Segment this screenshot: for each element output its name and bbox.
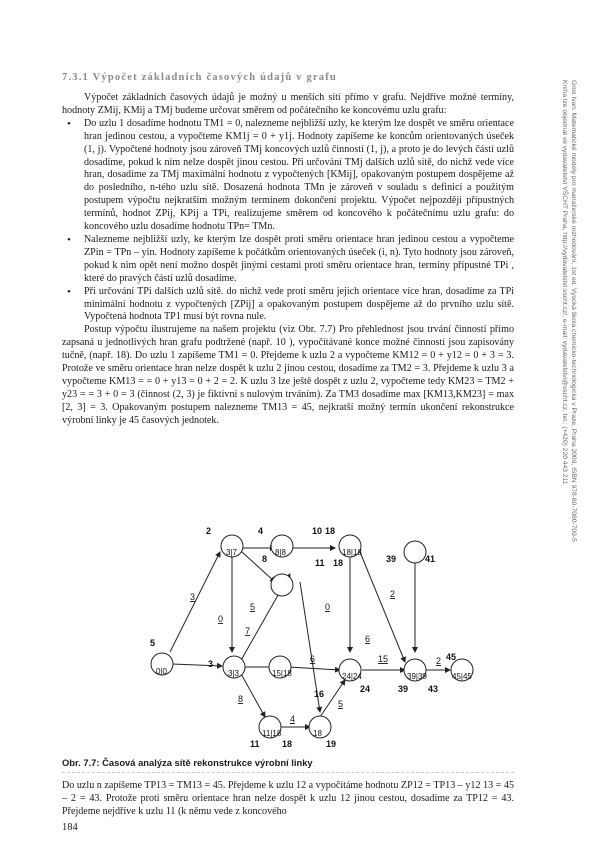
bullet-item-3: • Při určování TPi dalších uzlů sítě. do nichž vede proti směru jejich orientace více hran, dosadíme za TPi minimální hodnotu z vypočtených [ZPij] a opakovaným postupem dospějeme až do prvního uzlu sítě. Vypočtená hodnota TP1 musí být rovna nule. <box>62 286 514 325</box>
node-6-label: 18|18 <box>342 548 362 557</box>
svg-text:2: 2 <box>436 656 442 666</box>
svg-text:4: 4 <box>258 526 264 536</box>
side-note-line-2: Kniha lze objednat ve vydavatelství VŠCHT Praha, http://vydavatelstvi.vscht.cz/, e-mail: vydavatelstvi@vscht.cz, tel.: (+420) 220 443 211 <box>561 80 568 485</box>
node-5-label: 15|18 <box>272 669 292 678</box>
side-note-line-1: Gros Ivan: Matematické modely pro manažerské rozhodování, 1st ed. Vysoká škola chemicko-technologická v Praze, Praha 2009, ISBN 978-80-7080-709-5 <box>570 80 577 542</box>
node-4-label: 8|8 <box>275 548 286 557</box>
svg-text:8: 8 <box>238 694 244 704</box>
svg-text:8: 8 <box>262 554 268 564</box>
side-note-text <box>560 80 578 580</box>
svg-text:0: 0 <box>325 602 331 612</box>
svg-text:45: 45 <box>446 652 457 662</box>
bullet-item-1: • Do uzlu 1 dosadíme hodnotu TM1 = 0, nalezneme nejbližší uzly, ke kterým lze dospět ve směru orientace hran jedinou cestou, a vypočteme KM1j = 0 + y1j. Hodnoty zapíšeme ke koncům orientovaných úseček (1, j). Vypočtené hodnoty jsou zároveň TMj koncových uzlů činností (1, j), a proto je do levých částí uzlů dosadíme, pokud k nim nelze dospět jinou cestou. Při určování TMj dalších uzlů sítě, do nichž vede více hran, dosadíme za TMj maximální hodnotu z vypočtených [KMij], opakovaným postupem dospějeme až do posledního, n-tého uzlu sítě. Dosazená hodnota TMn je zároveň v souladu s definicí a použitým postupem výpočtu nejkratším možným termínem dokončení projektu. Výpočet nejpozději přípustných termínů, hodnot ZPij, KPij a TPi, realizujeme směrem od koncového k počátečnímu uzlu grafu: do koncového uzlu dosadíme hodnotu TPn= TMn. <box>62 118 514 234</box>
node-2-label: 3|7 <box>226 548 237 557</box>
bullet-list <box>62 118 514 325</box>
svg-text:11: 11 <box>250 739 260 749</box>
body-section <box>62 92 514 428</box>
bullet-item-2: • Nalezneme nejbližší uzly, ke kterým lze dospět proti směru orientace hran jedinou cestou a vypočteme ZPin = TPn – yin. Hodnoty zapíšeme k počátkům orientovaných úseček (i, n). Tyto hodnoty jsou zároveň, pokud k nim opět není možno dospět jinými cestami proti směru orientace hran, termíny přípustné TPi , které do pravých částí uzlů dosadíme. <box>62 234 514 286</box>
svg-text:15: 15 <box>378 654 389 664</box>
svg-text:39: 39 <box>386 554 397 564</box>
svg-text:3: 3 <box>208 659 214 669</box>
graph-node-texts <box>156 548 472 738</box>
page-number: 184 <box>62 822 78 833</box>
node-10-label: 39|39 <box>407 672 427 681</box>
paragraph-3: Do uzlu n zapíšeme TP13 = TM13 = 45. Přejdeme k uzlu 12 a vypočítáme hodnotu ZP12 = TP13 – y12 13 = 45 – 2 = 43. Protože proti směru orientace hran nelze dospět k uzlu 12 jinou cestou, dosadíme za TP12 = 43. Přejdeme nejdříve k uzlu 11 (k němu vede z koncového <box>62 780 514 817</box>
svg-text:41: 41 <box>425 554 436 564</box>
separator <box>62 772 514 773</box>
svg-text:16: 16 <box>314 689 325 699</box>
node-9-label: 18 <box>313 729 322 738</box>
graph-edges <box>170 548 450 727</box>
svg-text:3: 3 <box>190 592 196 602</box>
node-3-label: 3|3 <box>228 669 239 678</box>
svg-text:2: 2 <box>390 589 396 599</box>
figure-caption: Obr. 7.7: Časová analýza sítě rekonstrukce výrobní linky <box>62 757 313 768</box>
svg-text:0: 0 <box>218 614 224 624</box>
svg-text:5: 5 <box>338 699 344 709</box>
graph-duration-labels <box>190 589 441 724</box>
svg-text:6: 6 <box>365 634 371 644</box>
svg-text:10: 10 <box>312 526 323 536</box>
node-13-label: 11|18 <box>262 729 282 738</box>
svg-text:18: 18 <box>325 526 336 536</box>
section-heading: 7.3.1 Výpočet základních časových údajů v grafu <box>62 72 337 83</box>
node-12-label: 45|45 <box>452 672 472 681</box>
svg-text:18: 18 <box>282 739 293 749</box>
svg-text:2: 2 <box>206 526 212 536</box>
paragraph-2: Postup výpočtu ilustrujeme na našem projektu (viz Obr. 7.7) Pro přehlednost jsou trvání činností přímo zapsaná u jednotlivých hran grafu podtržené (např. 10 ), vypočítávané konce možné činností jsou zapisovány tučně, (např. 18). Do uzlu 1 zapíšeme TM1 = 0. Přejdeme k uzlu 2 a vypočteme KM12 = 0 + y12 = 0 + 3 = 3. Protože ve směru orientace hran nelze dospět k uzlu 2 jinou cestou, dosadíme za TM2 = 3. Přejdeme k uzlu 3 a vypočteme KM13 = = 0 + y13 = 0 + 2 = 2. K uzlu 3 lze ještě dospět z uzlu 2, vypočteme tedy KM23 = TM2 + y23 = = 3 + 0 = 3 (činnost (2, 3) je fiktivní s nulovým trváním). Za TM3 dosadíme max [KM13,KM23] = max [2, 3] = 3. Opakovaným postupem nalezneme TM13 = 45, nejkratší možný termín ukončení rekonstrukce výrobní linky je 45 časových jednotek. <box>62 324 514 426</box>
intro-paragraph: Výpočet základních časových údajů je možný u menších sítí přímo v grafu. Nejdříve možné termíny, hodnoty ZMij, KMij a TMj budeme určovat směrem od počátečního ke koncovému uzlu grafu: <box>62 92 514 116</box>
node-7-label: 24|24 <box>342 672 362 681</box>
svg-text:7: 7 <box>245 626 251 636</box>
svg-text:5: 5 <box>150 638 156 648</box>
svg-text:24: 24 <box>360 684 371 694</box>
svg-text:6: 6 <box>310 654 316 664</box>
side-note <box>540 80 600 580</box>
svg-text:5: 5 <box>250 602 256 612</box>
svg-text:18: 18 <box>333 558 344 568</box>
node-1-label: 0|0 <box>156 667 167 676</box>
network-graph <box>150 522 480 750</box>
svg-text:39: 39 <box>398 684 409 694</box>
graph-nodes <box>151 535 473 738</box>
svg-text:19: 19 <box>326 739 337 749</box>
svg-text:11: 11 <box>315 558 325 568</box>
svg-text:4: 4 <box>290 714 296 724</box>
network-graph-figure <box>150 522 480 750</box>
svg-text:43: 43 <box>428 684 439 694</box>
